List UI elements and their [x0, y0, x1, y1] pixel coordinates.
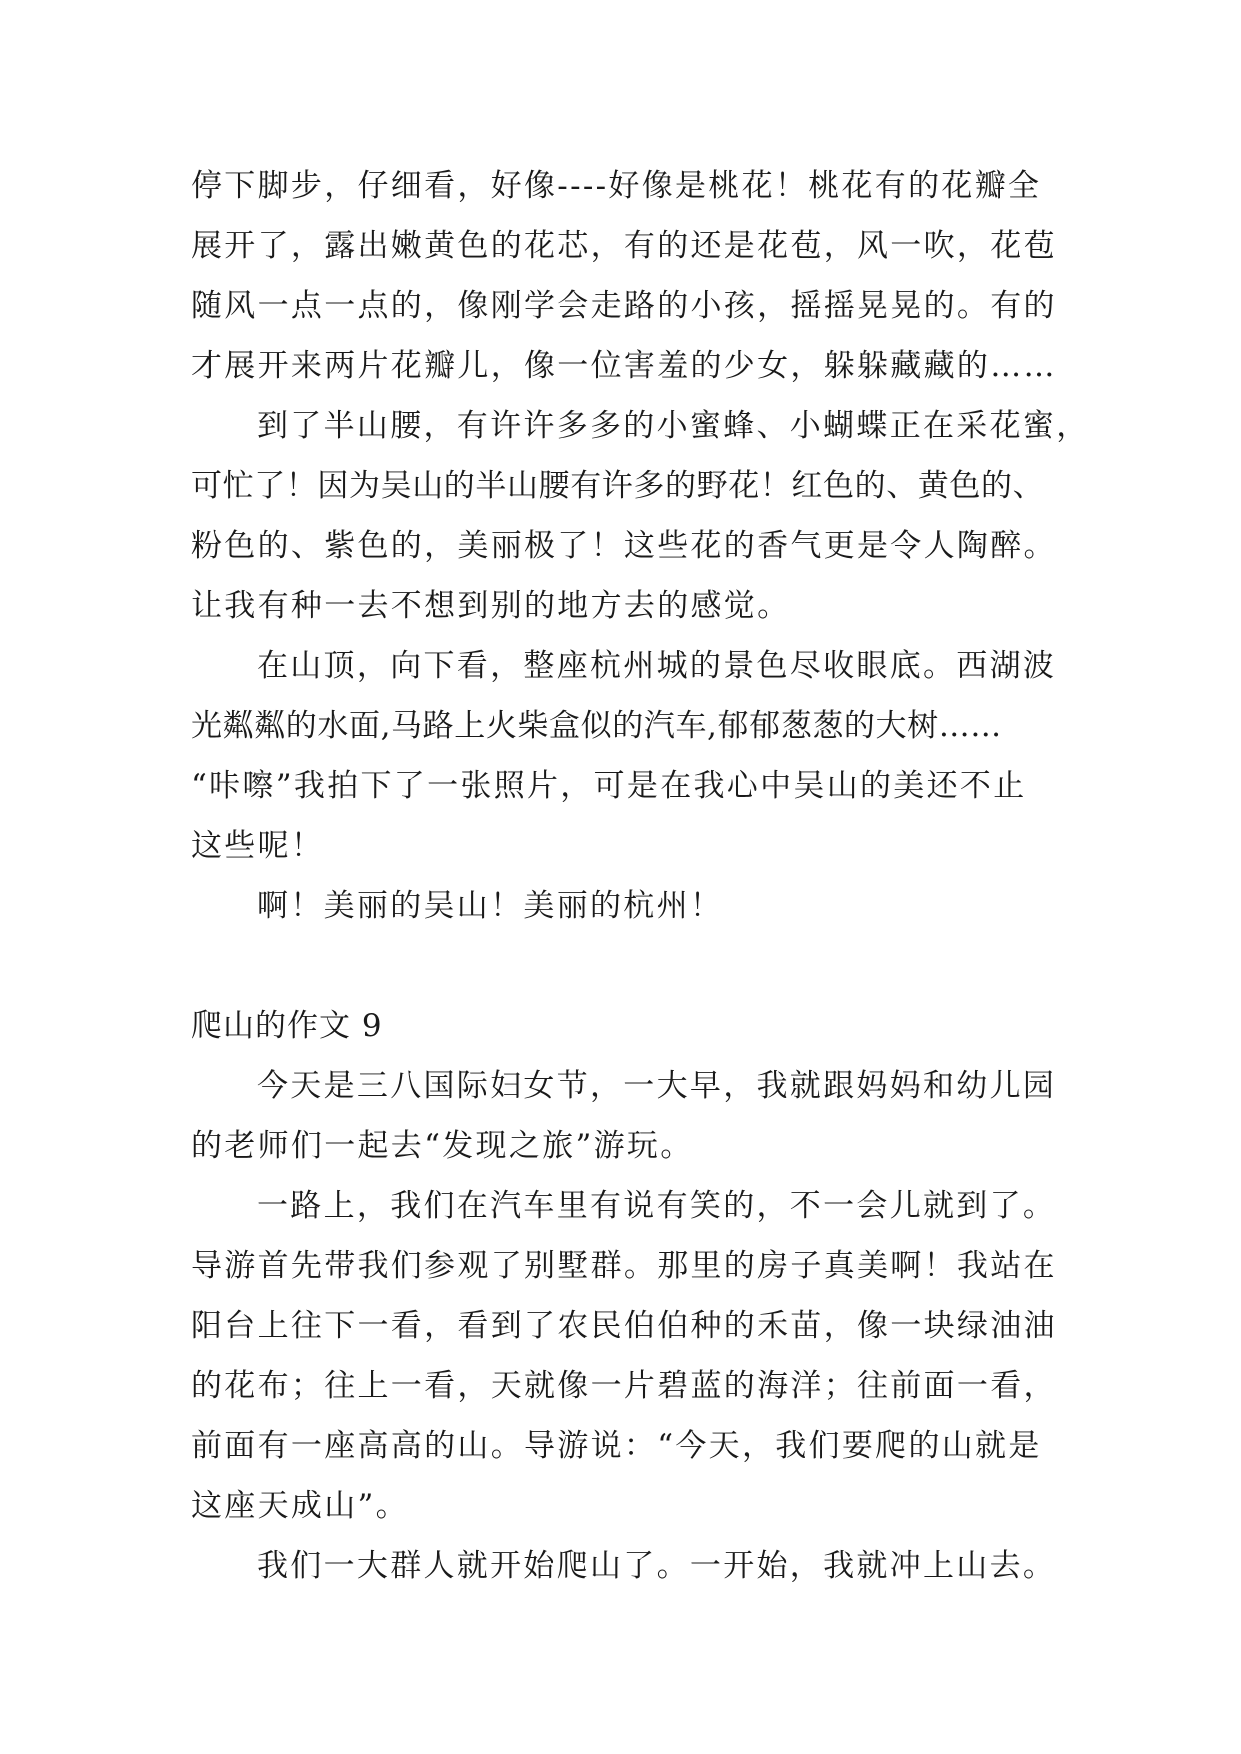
text-line: 啊！美丽的吴山！美丽的杭州！ — [257, 888, 724, 924]
text-line: 我们一大群人就开始爬山了。一开始，我就冲上山去。 — [257, 1548, 1057, 1584]
paragraph-womens-day — [191, 1056, 1057, 1176]
paragraph-start-climbing — [191, 1536, 1057, 1596]
text-line: 一路上，我们在汽车里有说有笑的，不一会儿就到了。 — [257, 1188, 1057, 1224]
paragraph-halfway-up — [191, 396, 1090, 636]
text-line: 才展开来两片花瓣儿，像一位害羞的少女，躲躲藏藏的…… — [191, 348, 1057, 384]
text-line: 到了半山腰，有许许多多的小蜜蜂、小蝴蝶正在采花蜜， — [257, 408, 1090, 444]
text-line: 的花布；往上一看，天就像一片碧蓝的海洋；往前面一看， — [191, 1368, 1057, 1404]
essay-title: 爬山的作文 9 — [191, 1008, 383, 1044]
text-line: “咔嚓”我拍下了一张照片，可是在我心中吴山的美还不止 — [191, 768, 1027, 804]
paragraph-on-the-way — [191, 1176, 1057, 1536]
document-page — [191, 156, 1090, 1596]
text-line: 粉色的、紫色的，美丽极了！这些花的香气更是令人陶醉。 — [191, 528, 1057, 564]
text-line: 前面有一座高高的山。导游说：“今天，我们要爬的山就是 — [191, 1428, 1042, 1464]
paragraph-closing — [191, 876, 1051, 936]
paragraph-peach-blossoms — [191, 156, 1057, 396]
text-line: 光粼粼的水面,马路上火柴盒似的汽车,郁郁葱葱的大树…… — [191, 708, 1002, 744]
essay-continued — [191, 156, 1090, 936]
text-line: 阳台上往下一看，看到了农民伯伯种的禾苗，像一块绿油油 — [191, 1308, 1057, 1344]
text-line: 让我有种一去不想到别的地方去的感觉。 — [191, 588, 791, 624]
text-line: 的老师们一起去“发现之旅”游玩。 — [191, 1128, 694, 1164]
text-line: 随风一点一点的，像刚学会走路的小孩，摇摇晃晃的。有的 — [191, 288, 1057, 324]
text-line: 这座天成山”。 — [191, 1488, 409, 1524]
section-spacer — [191, 936, 1051, 996]
text-line: 今天是三八国际妇女节，一大早，我就跟妈妈和幼儿园 — [257, 1068, 1057, 1104]
essay-9 — [191, 996, 1057, 1596]
text-line: 展开了，露出嫩黄色的花芯，有的还是花苞，风一吹，花苞 — [191, 228, 1057, 264]
text-line: 这些呢！ — [191, 828, 325, 864]
text-line: 停下脚步，仔细看，好像----好像是桃花！桃花有的花瓣全 — [191, 168, 1042, 204]
text-line: 在山顶，向下看，整座杭州城的景色尽收眼底。西湖波 — [257, 648, 1057, 684]
paragraph-summit — [191, 636, 1057, 876]
text-line: 可忙了！因为吴山的半山腰有许多的野花！红色的、黄色的、 — [191, 468, 1045, 504]
text-line: 导游首先带我们参观了别墅群。那里的房子真美啊！我站在 — [191, 1248, 1057, 1284]
